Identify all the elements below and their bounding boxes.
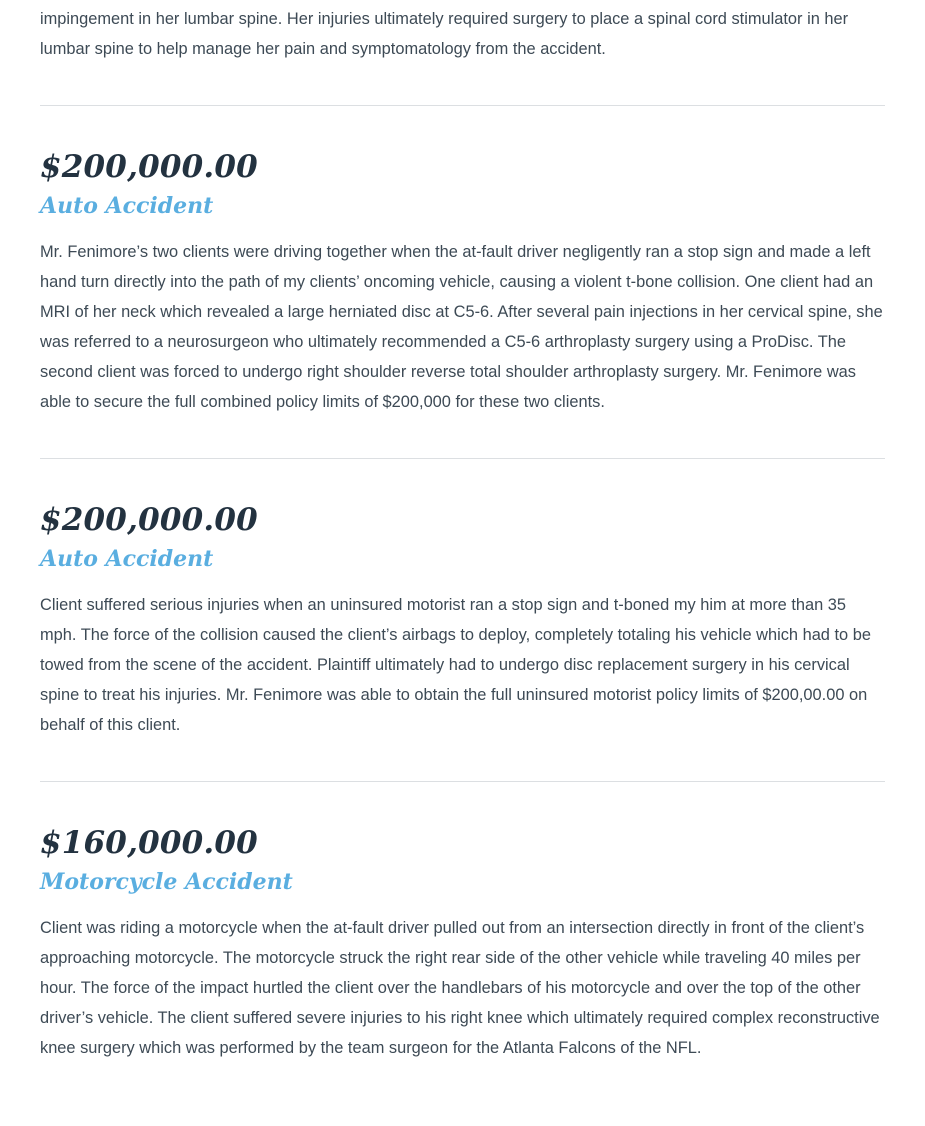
settlement-amount: $200,000.00 [40, 149, 258, 185]
case-description: Mr. Fenimore’s two clients were driving together when the at-fault driver negligently ran a stop sign and made a left hand turn directly into the path of my clients’ oncoming vehicle, causing a violent t-bone collision. One client had an MRI of her neck which revealed a large herniated disc at C5-6. After several pain injections in her cervical spine, she was referred to a neurosurgeon who ultimately recommended a C5-6 arthroplasty surgery using a ProDisc. The second client was forced to undergo right shoulder reverse total shoulder arthroplasty surgery. Mr. Fenimore was able to secure the full combined policy limits of $200,000 for these two clients. [40, 243, 883, 411]
case-type-heading: Auto Accident [40, 193, 214, 219]
case-result-3 [40, 823, 885, 1063]
case-description: Client was riding a motorcycle when the at-fault driver pulled out from an intersection directly in front of the client’s approaching motorcycle. The motorcycle struck the right rear side of the other vehicle while traveling 40 miles per hour. The force of the impact hurtled the client over the handlebars of his motorcycle and over the top of the other driver’s vehicle. The client suffered severe injuries to his right knee which ultimately required complex reconstructive knee surgery which was performed by the team surgeon for the Atlanta Falcons of the NFL. [40, 919, 880, 1057]
case-description: Client suffered serious injuries when an uninsured motorist ran a stop sign and t-boned my him at more than 35 mph. The force of the collision caused the client’s airbags to deploy, completely totaling his vehicle which had to be towed from the scene of the accident. Plaintiff ultimately had to undergo disc replacement surgery in his cervical spine to treat his injuries. Mr. Fenimore was able to obtain the full uninsured motorist policy limits of $200,00.00 on behalf of this client. [40, 596, 871, 734]
result-divider [40, 781, 885, 782]
case-result-1 [40, 147, 885, 417]
settlement-amount: $160,000.00 [40, 825, 258, 861]
case-type-heading: Motorcycle Accident [40, 869, 293, 895]
case-results-list [40, 0, 885, 1063]
case-type-heading: Auto Accident [40, 546, 214, 572]
previous-result-description-tail: impingement in her lumbar spine. Her injuries ultimately required surgery to place a spinal cord stimulator in her lumbar spine to help manage her pain and symptomatology from the accident. [40, 10, 849, 58]
result-divider [40, 105, 885, 106]
settlement-amount: $200,000.00 [40, 502, 258, 538]
case-result-2 [40, 500, 885, 740]
result-divider [40, 458, 885, 459]
